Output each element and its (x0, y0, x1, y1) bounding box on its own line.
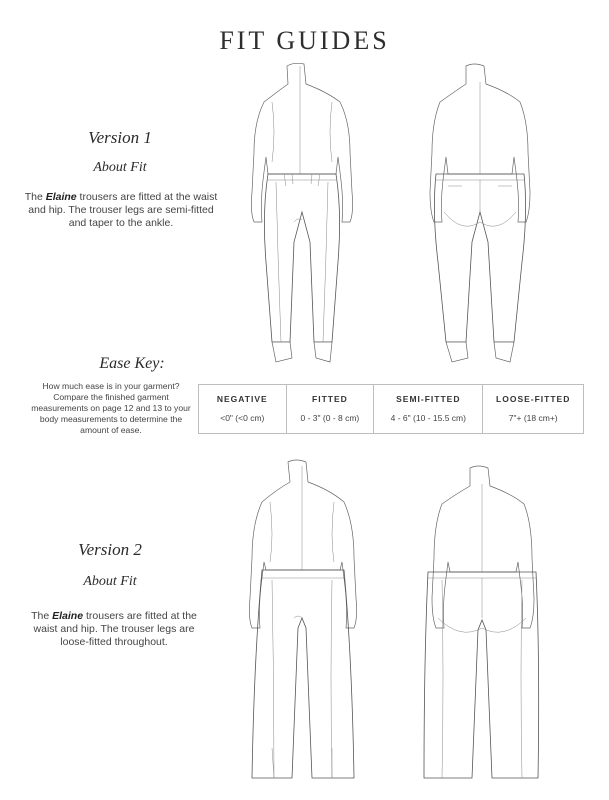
ease-column-fitted (287, 385, 375, 433)
ease-value: <0" (<0 cm) (220, 412, 265, 423)
version-1-description: The Elaine trousers are fitted at the waist and hip. The trouser legs are semi-fitted and taper to the ankle. (24, 191, 218, 229)
ease-label: SEMI-FITTED (396, 393, 461, 404)
ease-key-table (198, 384, 584, 434)
version-1-front-illustration (232, 62, 372, 362)
version-2-back-illustration (408, 458, 558, 788)
version-2-heading: Version 2 (78, 540, 142, 559)
ease-column-loose-fitted (483, 385, 583, 433)
version-1-back-illustration (410, 62, 550, 362)
ease-key-description: How much ease is in your garment? Compare the finished garment measurements on page 12 and 13 to your body measurements to determine the amount of ease. (31, 381, 191, 435)
page-title: FIT GUIDES (219, 26, 390, 55)
version-1-heading: Version 1 (88, 128, 152, 147)
version-2-front-illustration (228, 458, 378, 788)
ease-column-semi-fitted (374, 385, 483, 433)
version-2-about-heading: About Fit (83, 574, 137, 589)
ease-column-negative (199, 385, 287, 433)
ease-key-heading: Ease Key: (99, 355, 165, 372)
product-name: Elaine (45, 191, 77, 203)
version-2-description: The Elaine trousers are fitted at the waist and hip. The trouser legs are loose-fitted throughout. (31, 610, 197, 648)
product-name: Elaine (52, 610, 84, 622)
ease-label: FITTED (312, 393, 348, 404)
ease-value: 0 - 3" (0 - 8 cm) (300, 412, 360, 423)
ease-label: LOOSE-FITTED (496, 393, 571, 404)
version-1-about-heading: About Fit (93, 160, 147, 175)
ease-value: 4 - 6" (10 - 15.5 cm) (390, 412, 466, 423)
ease-value: 7"+ (18 cm+) (508, 412, 558, 423)
ease-label: NEGATIVE (216, 393, 268, 404)
